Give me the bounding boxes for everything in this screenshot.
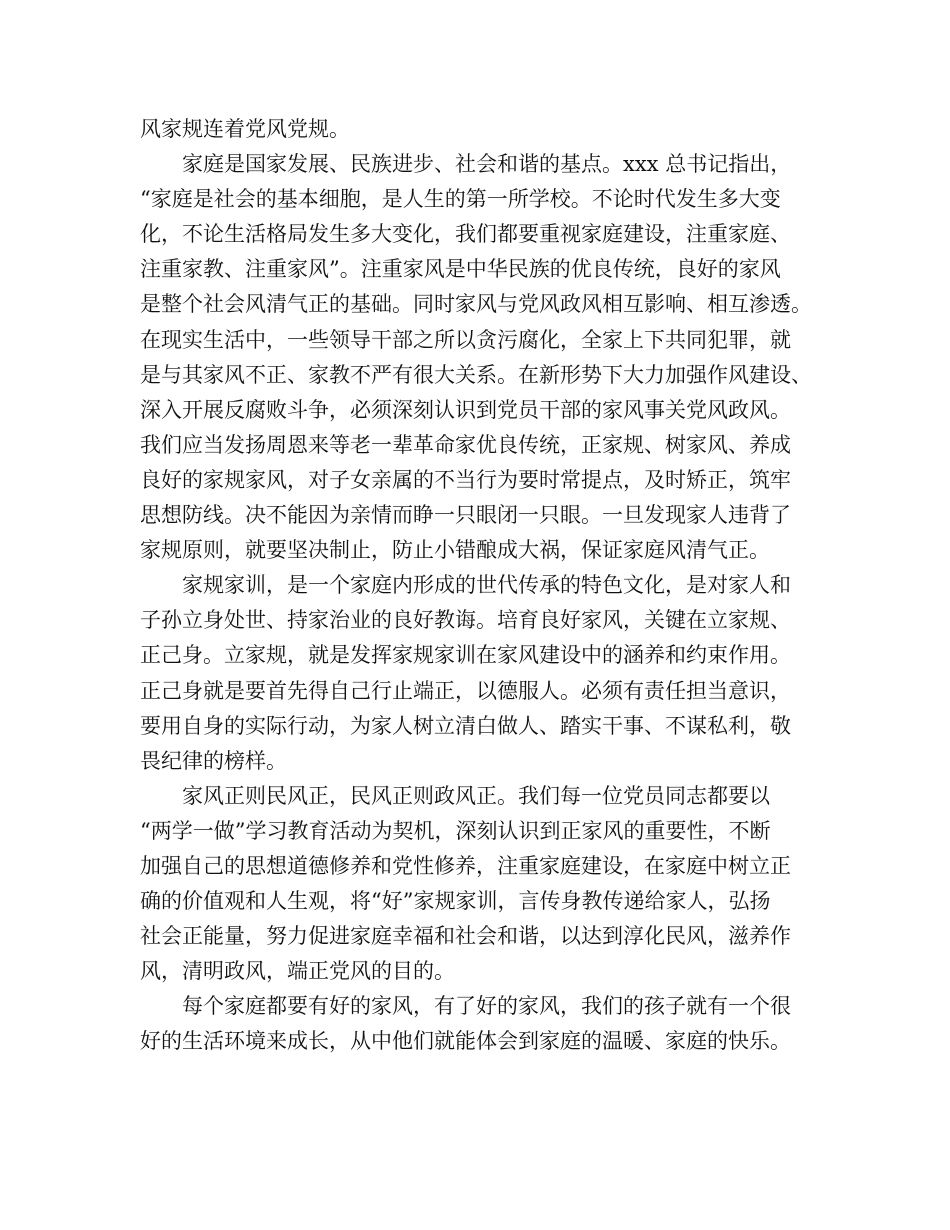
text-line: 社会正能量，努力促进家庭幸福和社会和谐，以达到淳化民风，滋养作: [140, 924, 791, 949]
text-line: 正己身。立家规，就是发挥家规家训在家风建设中的涵养和约束作用。: [140, 643, 791, 668]
text-line: 畏纪律的榜样。: [140, 748, 287, 773]
text-line: 化，不论生活格局发生多大变化，我们都要重视家庭建设，注重家庭、: [140, 222, 791, 247]
text-line: 要用自身的实际行动，为家人树立清白做人、踏实干事、不谋私利，敬: [140, 713, 791, 738]
text-line: “家庭是社会的基本细胞，是人生的第一所学校。不论时代发生多大变: [140, 187, 781, 212]
text-line: 加强自己的思想道德修养和党性修养，注重家庭建设，在家庭中树立正: [140, 853, 791, 878]
text-line: 好的生活环境来成长，从中他们就能体会到家庭的温暖、家庭的快乐。: [140, 1029, 791, 1054]
text-line: “两学一做”学习教育活动为契机，深刻认识到正家风的重要性，不断: [140, 818, 771, 843]
text-line: 子孙立身处世、持家治业的良好教诲。培育良好家风，关键在立家规、: [140, 608, 791, 633]
paragraph-first-line: 家规家训，是一个家庭内形成的世代传承的特色文化，是对家人和: [182, 573, 791, 598]
text-line: 风，清明政风，端正党风的目的。: [140, 959, 455, 984]
text-line: 良好的家规家风，对子女亲属的不当行为要时常提点，及时矫正，筑牢: [140, 467, 791, 492]
text-line: 在现实生活中，一些领导干部之所以贪污腐化，全家上下共同犯罪，就: [140, 327, 791, 352]
text-line: 我们应当发扬周恩来等老一辈革命家优良传统，正家规、树家风、养成: [140, 432, 791, 457]
text-line: 是与其家风不正、家教不严有很大关系。在新形势下大力加强作风建设、: [140, 362, 812, 387]
text-line: 深入开展反腐败斗争，必须深刻认识到党员干部的家风事关党风政风。: [140, 397, 791, 422]
text-line: 正己身就是要首先得自己行止端正，以德服人。必须有责任担当意识，: [140, 678, 791, 703]
paragraph-first-line: 家风正则民风正，民风正则政风正。我们每一位党员同志都要以: [182, 783, 770, 808]
document-body: [140, 112, 830, 1060]
paragraph-first-line: 每个家庭都要有好的家风，有了好的家风，我们的孩子就有一个很: [182, 994, 791, 1019]
paragraph-first-line: 家庭是国家发展、民族进步、社会和谐的基点。xxx 总书记指出，: [182, 152, 792, 177]
text-line: 确的价值观和人生观，将“好”家规家训，言传身教传递给家人，弘扬: [140, 889, 771, 914]
text-line: 是整个社会风清气正的基础。同时家风与党风政风相互影响、相互渗透。: [140, 292, 812, 317]
text-line: 风家规连着党风党规。: [140, 117, 350, 141]
text-line: 注重家教、注重家风”。注重家风是中华民族的优良传统，良好的家风: [140, 257, 781, 282]
text-line: 家规原则，就要坚决制止，防止小错酿成大祸，保证家庭风清气正。: [140, 538, 770, 563]
text-line: 思想防线。决不能因为亲情而睁一只眼闭一只眼。一旦发现家人违背了: [140, 503, 791, 528]
